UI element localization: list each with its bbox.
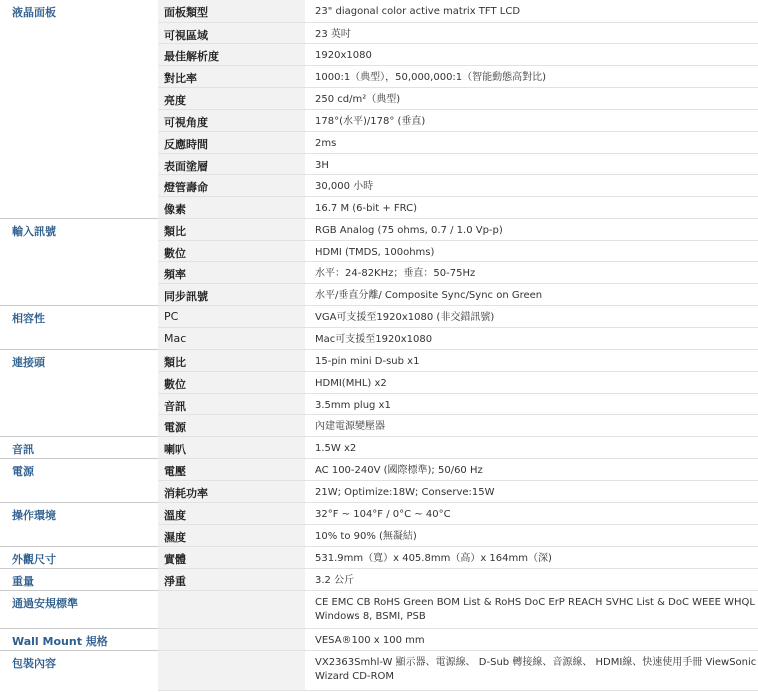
category-label: 外觀尺寸: [0, 546, 158, 568]
spec-label: 電壓: [158, 458, 305, 480]
spec-row: [0, 568, 758, 590]
spec-row: [0, 458, 758, 480]
spec-label: 喇叭: [158, 436, 305, 458]
spec-value: 23" diagonal color active matrix TFT LCD: [305, 0, 758, 22]
spec-value: RGB Analog (75 ohms, 0.7 / 1.0 Vp-p): [305, 218, 758, 240]
spec-value: 10% to 90% (無凝結): [305, 524, 758, 546]
spec-label: 亮度: [158, 87, 305, 109]
spec-value: HDMI (TMDS, 100ohms): [305, 240, 758, 261]
category-label: 液晶面板: [0, 0, 158, 218]
spec-label: 消耗功率: [158, 480, 305, 502]
spec-value: AC 100-240V (國際標準); 50/60 Hz: [305, 458, 758, 480]
category-label: 相容性: [0, 305, 158, 349]
spec-label: 實體: [158, 546, 305, 568]
spec-value: Mac可支援至1920x1080: [305, 327, 758, 349]
spec-label: 音訊: [158, 393, 305, 414]
spec-value: 250 cd/m²（典型): [305, 87, 758, 109]
spec-label: 頻率: [158, 261, 305, 283]
spec-value: 16.7 M (6-bit + FRC): [305, 196, 758, 218]
spec-value: CE EMC CB RoHS Green BOM List & RoHS DoC ErP REACH SVHC List & DoC WEEE WHQL Windows 8, BSMI, PSB: [305, 590, 758, 628]
spec-label: 面板類型: [158, 0, 305, 22]
spec-row: [0, 546, 758, 568]
spec-label: [158, 650, 305, 690]
spec-value: 15-pin mini D-sub x1: [305, 349, 758, 371]
spec-label: 可視區域: [158, 22, 305, 43]
category-label: 操作環境: [0, 502, 158, 546]
spec-row: [0, 502, 758, 524]
spec-value: 178°(水平)/178° (垂直): [305, 109, 758, 131]
spec-row: [0, 0, 758, 22]
spec-label: PC: [158, 305, 305, 327]
spec-label: 溫度: [158, 502, 305, 524]
spec-value: 1000:1（典型），50,000,000:1（智能動態高對比): [305, 65, 758, 87]
category-label: 重量: [0, 568, 158, 590]
spec-value: 3.5mm plug x1: [305, 393, 758, 414]
spec-value: 1920x1080: [305, 43, 758, 65]
spec-label: 類比: [158, 349, 305, 371]
spec-label: 同步訊號: [158, 283, 305, 305]
category-label: 輸入訊號: [0, 218, 158, 305]
spec-value: 2ms: [305, 131, 758, 153]
spec-label: 濕度: [158, 524, 305, 546]
spec-label: Mac: [158, 327, 305, 349]
spec-value: 531.9mm（寬）x 405.8mm（高）x 164mm（深): [305, 546, 758, 568]
spec-label: 電源: [158, 414, 305, 436]
spec-value: 1.5W x2: [305, 436, 758, 458]
spec-value: 21W; Optimize:18W; Conserve:15W: [305, 480, 758, 502]
spec-label: 反應時間: [158, 131, 305, 153]
spec-row: [0, 305, 758, 327]
spec-value: 3H: [305, 153, 758, 174]
spec-label: 最佳解析度: [158, 43, 305, 65]
spec-value: VX2363Smhl-W 顯示器、電源線、 D-Sub 轉接線、音源線、 HDMI線、快速使用手冊 ViewSonic Wizard CD-ROM: [305, 650, 758, 690]
spec-row: [0, 590, 758, 628]
spec-label: 可視角度: [158, 109, 305, 131]
spec-value: 水平：24-82KHz；垂直：50-75Hz: [305, 261, 758, 283]
category-label: 電源: [0, 458, 158, 502]
spec-value: VGA可支援至1920x1080 (非交錯訊號): [305, 305, 758, 327]
spec-value: 內建電源變壓器: [305, 414, 758, 436]
spec-value: 水平/垂直分離/ Composite Sync/Sync on Green: [305, 283, 758, 305]
spec-label: 類比: [158, 218, 305, 240]
spec-label: 數位: [158, 240, 305, 261]
spec-row: [0, 349, 758, 371]
spec-label: 表面塗層: [158, 153, 305, 174]
spec-value: VESA®100 x 100 mm: [305, 628, 758, 650]
spec-label: 對比率: [158, 65, 305, 87]
category-label: 連接頭: [0, 349, 158, 436]
spec-label: 淨重: [158, 568, 305, 590]
spec-label: 數位: [158, 371, 305, 393]
spec-label: [158, 628, 305, 650]
spec-value: HDMI(MHL) x2: [305, 371, 758, 393]
spec-label: [158, 590, 305, 628]
spec-value: 3.2 公斤: [305, 568, 758, 590]
category-label: 通過安規標準: [0, 590, 158, 628]
category-label: 音訊: [0, 436, 158, 458]
spec-value: 30,000 小時: [305, 174, 758, 196]
category-label: Wall Mount 規格: [0, 628, 158, 650]
spec-label: 像素: [158, 196, 305, 218]
spec-row: [0, 650, 758, 690]
spec-row: [0, 628, 758, 650]
spec-value: 23 英吋: [305, 22, 758, 43]
spec-row: [0, 218, 758, 240]
spec-value: 32°F ~ 104°F / 0°C ~ 40°C: [305, 502, 758, 524]
spec-row: [0, 436, 758, 458]
spec-label: 燈管壽命: [158, 174, 305, 196]
category-label: 包裝內容: [0, 650, 158, 690]
